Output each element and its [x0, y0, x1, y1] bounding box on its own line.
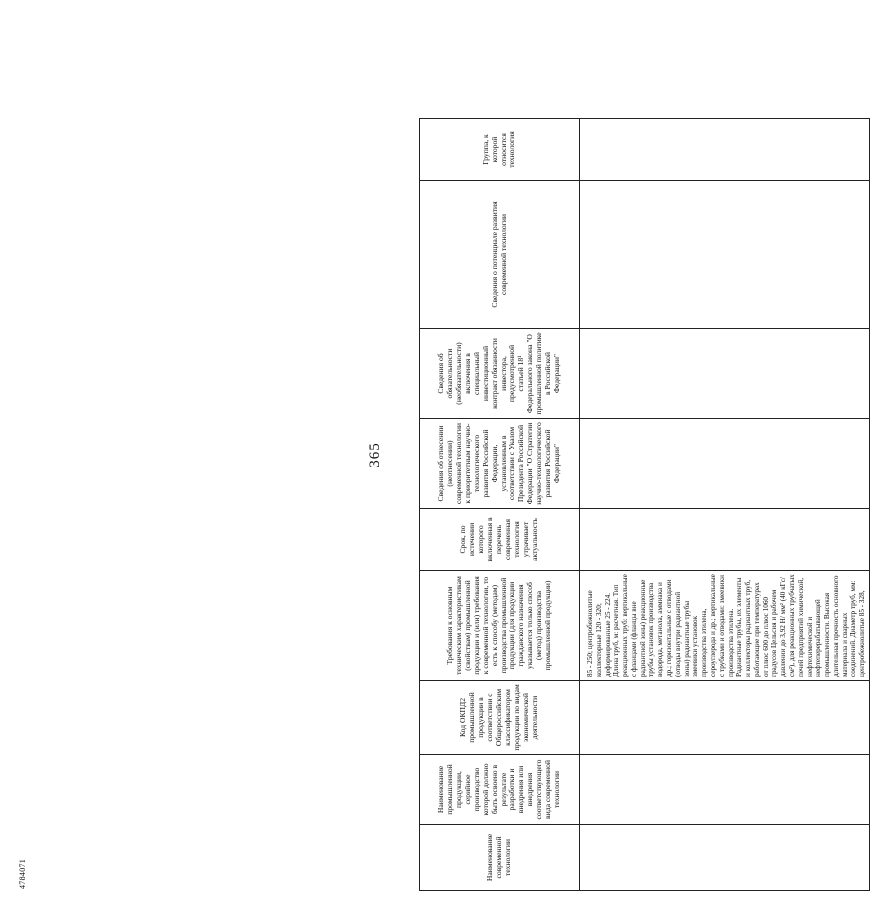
- header-technology-name: Наименование современной технологии: [420, 825, 580, 891]
- table-row: [580, 119, 870, 891]
- document-code: 4784071: [18, 858, 27, 889]
- cell-requirements-text: 85 - 250; центробежнолитые коллекторные 120 - 320; деформированные 25 - 224. Длина труб, м: расчетная. Тип реакционных труб: вертикальные с фланцами (фланцы вне радиантной зоны) реакционные трубы установок производства водорода, метанола, аммиака и др.; горизонтальные с отводами (отводы внутри радиантной зоны) радиантные трубы змеевики установок производства этилена, сероуглерода и др.; вертикальные с трубками и отводами: змеевики производства этилена. Радиантные трубы, их элементы и коллекторы радиантных труб, работающие при температурах от плюс 600 до плюс 1060 градусов Цельсия и рабочем давлении до 3,92 Н/ мм² (40 кГс/см²), для реакционных трубчатых печей предприятий химической, нефтехимической и нефтеперерабатывающей промышленности. Высокая длительная прочность основного материала и сварных соединений. Диаметр труб, мм: центробежнолитые 85 - 328,: [580, 571, 870, 681]
- cell-term: [580, 509, 870, 571]
- header-potential: Сведения о потенциале развития современной технологии: [420, 181, 580, 329]
- header-okpd2-code: Код ОКПД2 промышленной продукции в соответствии с Общероссийским классификатором продукции по видам экономической деятельности: [420, 681, 580, 755]
- cell-potential: [580, 181, 870, 329]
- header-product-name: Наименование промышленной продукции, серийное производство которой должно быть освоено в результате разработки и внедрения или внедрения соответствующего вида современной технологии: [420, 755, 580, 825]
- page-number: 365: [367, 442, 383, 468]
- cell-obligation: [580, 329, 870, 419]
- cell-technology-name: [580, 825, 870, 891]
- header-requirements: Требования к основным техническим характеристикам (свойствам) промышленной продукции и (или) требования к современной технологии, то есть к способу (методам) производства промышленной продукции (для продукции гражданского назначения указывается только способ (метод) производства промышленной продукции): [420, 571, 580, 681]
- rotated-page: [12, 15, 867, 895]
- cell-group: [580, 119, 870, 181]
- header-priority: Сведения об отнесении (неотнесении) современной технологии к приоритетным научно-технологического развития Российской Федерации, установленным в соответствии с Указом Президента Российской Федерации "О Стратегии научно-технологического развития Российской Федерации": [420, 419, 580, 509]
- header-row: [420, 119, 580, 891]
- cell-product-name: [580, 755, 870, 825]
- header-group: Группа, к которой относится технология: [420, 119, 580, 181]
- header-term: Срок, по истечении которого включенная в перечень современная технология утрачивает актуальность: [420, 509, 580, 571]
- cell-okpd2-code: [580, 681, 870, 755]
- header-obligation: Сведения об обязательности (необязательности) включения в специальный инвестиционный контракт обязанности инвестора, предусмотренной статьей 18¹ Федерального закона "О промышленной политике в Российской Федерации": [420, 329, 580, 419]
- cell-priority: [580, 419, 870, 509]
- technology-table: [419, 118, 870, 891]
